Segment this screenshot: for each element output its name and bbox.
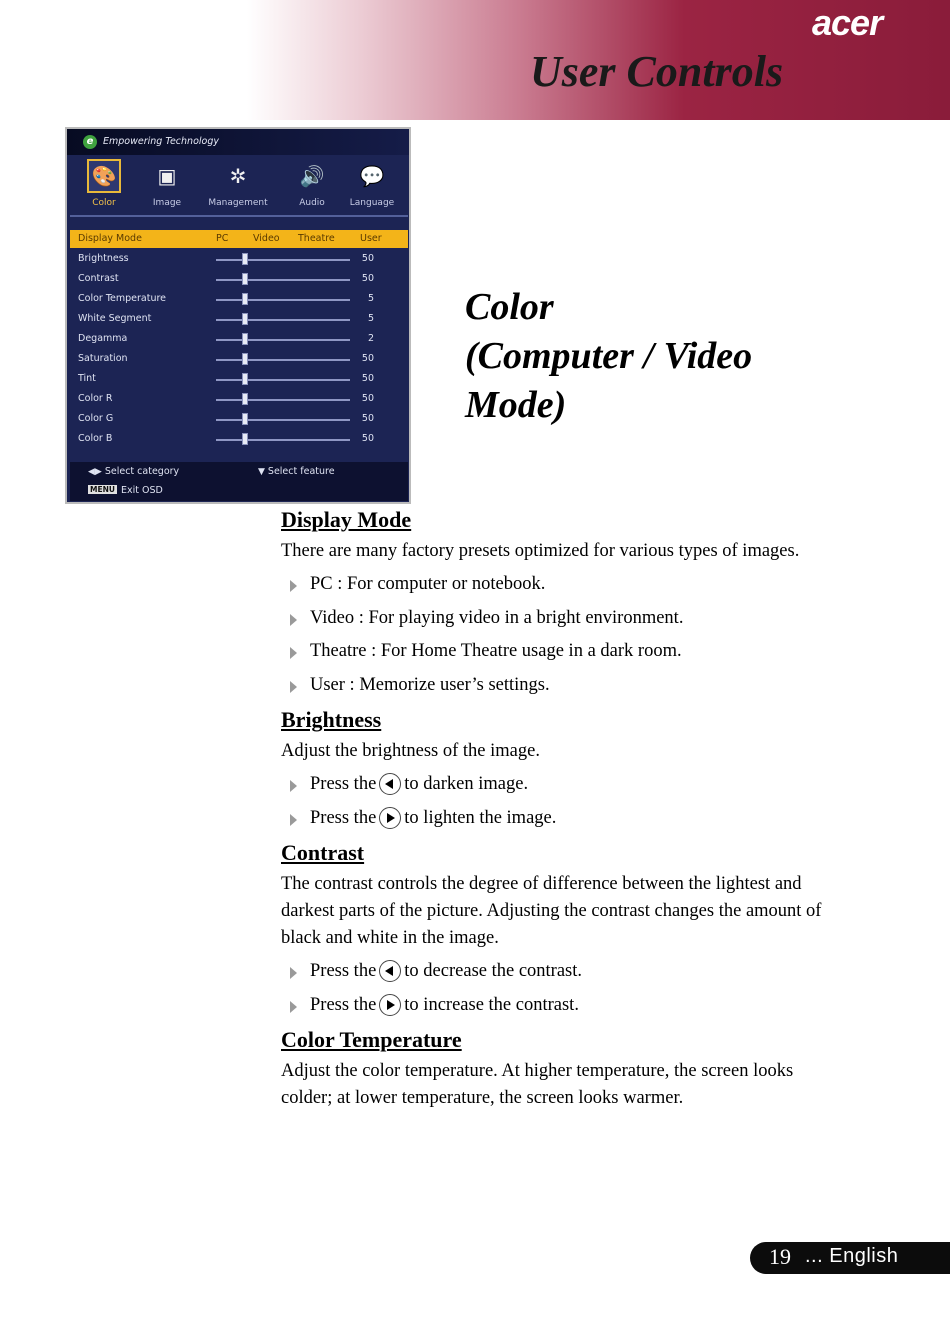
- list-item-text: Press the: [310, 807, 377, 828]
- slider-knob[interactable]: [242, 253, 248, 265]
- list-item-text: to darken image.: [404, 774, 529, 794]
- osd-row-label: Color B: [78, 433, 113, 444]
- speech-bubble-icon: 💬: [359, 164, 385, 188]
- left-button-icon: [379, 773, 401, 795]
- tab-label: Management: [208, 198, 268, 208]
- list-item: [281, 638, 826, 672]
- list-item-text: to decrease the contrast.: [404, 961, 583, 981]
- osd-row-value: 2: [367, 333, 374, 344]
- language-label: ... English: [805, 1245, 899, 1267]
- list-item-text: PC : For computer or notebook.: [310, 574, 546, 594]
- section-title-line: Mode): [465, 384, 567, 426]
- osd-row-value: 5: [367, 313, 374, 324]
- osd-row-label: Tint: [78, 373, 96, 384]
- slider-knob[interactable]: [242, 373, 248, 385]
- hint-text: Select feature: [267, 466, 335, 477]
- osd-brand-bar: [67, 129, 409, 155]
- osd-row-brightness[interactable]: [70, 250, 408, 268]
- list-item: [281, 672, 826, 706]
- list-item-text: to increase the contrast.: [404, 994, 579, 1015]
- slider-track[interactable]: [216, 439, 350, 441]
- picture-icon: ▣: [157, 164, 177, 188]
- list-item: [281, 605, 826, 639]
- osd-row-display-mode[interactable]: [70, 230, 408, 248]
- speaker-icon: 🔊: [299, 164, 325, 188]
- slider-track[interactable]: [216, 279, 350, 281]
- osd-row-value: 50: [361, 353, 374, 364]
- bullet-triangle-icon: [290, 580, 297, 592]
- bullet-triangle-icon: [290, 814, 297, 826]
- paragraph: Adjust the brightness of the image.: [281, 741, 540, 761]
- tab-label: Color: [92, 198, 116, 208]
- slider-track[interactable]: [216, 379, 350, 381]
- slider-knob[interactable]: [242, 353, 248, 365]
- osd-row-contrast[interactable]: [70, 270, 408, 288]
- left-button-icon: [379, 960, 401, 982]
- list-item-text: User : Memorize user’s settings.: [310, 674, 550, 695]
- list-item: [281, 958, 826, 992]
- list-item: [281, 805, 826, 839]
- paragraph: Adjust the color temperature. At higher temperature, the screen looks colder; at lower temperature, the screen looks warmer.: [281, 1061, 794, 1108]
- tab-image[interactable]: [132, 159, 202, 213]
- acer-logo: acer: [812, 2, 883, 43]
- page-title: User Controls: [530, 47, 784, 96]
- osd-row-value: 5: [367, 293, 374, 304]
- page-number: 19: [769, 1244, 791, 1269]
- heading-color-temperature: Color Temperature: [281, 1027, 462, 1052]
- osd-row-value: 50: [361, 433, 374, 444]
- bullet-triangle-icon: [290, 647, 297, 659]
- mode-option-pc[interactable]: PC: [216, 233, 229, 244]
- list-item-text: to lighten the image.: [404, 807, 557, 828]
- tab-management[interactable]: [203, 159, 273, 213]
- slider-knob[interactable]: [242, 313, 248, 325]
- osd-row-color-r[interactable]: [70, 390, 408, 408]
- left-right-arrows-icon: ◀▶: [88, 467, 102, 477]
- osd-row-label: Display Mode: [78, 233, 142, 244]
- slider-knob[interactable]: [242, 273, 248, 285]
- osd-tab-bar: [67, 155, 409, 215]
- osd-row-label: Color R: [78, 393, 113, 404]
- osd-hint-category: [88, 466, 179, 477]
- heading-contrast: Contrast: [281, 840, 365, 865]
- section-title-line: Color: [465, 286, 554, 328]
- mode-option-video[interactable]: Video: [253, 233, 280, 244]
- section-title-line: (Computer / Video: [465, 335, 753, 377]
- osd-row-value: 50: [361, 393, 374, 404]
- down-arrow-icon: ▼: [258, 467, 265, 477]
- tab-color[interactable]: [69, 159, 139, 213]
- osd-row-label: Saturation: [78, 353, 128, 364]
- osd-row-value: 50: [361, 413, 374, 424]
- bullet-triangle-icon: [290, 614, 297, 626]
- osd-row-tint[interactable]: [70, 370, 408, 388]
- heading-display-mode: Display Mode: [281, 507, 412, 532]
- slider-track[interactable]: [216, 319, 350, 321]
- tools-icon: ✲: [229, 164, 247, 188]
- slider-knob[interactable]: [242, 413, 248, 425]
- list-item-text: Press the: [310, 994, 377, 1015]
- osd-divider: [70, 215, 408, 217]
- osd-footer: [70, 462, 408, 501]
- osd-row-label: Color G: [78, 413, 114, 424]
- tab-label: Image: [152, 198, 182, 208]
- tab-label: Audio: [299, 198, 325, 208]
- section-title: [465, 283, 752, 430]
- osd-row-saturation[interactable]: [70, 350, 408, 368]
- osd-row-color-temperature[interactable]: [70, 290, 408, 308]
- osd-row-label: White Segment: [78, 313, 152, 324]
- bullet-triangle-icon: [290, 1001, 297, 1013]
- list-item: [281, 992, 826, 1026]
- osd-brand-text: Empowering Technology: [103, 136, 219, 147]
- bullet-triangle-icon: [290, 967, 297, 979]
- slider-track[interactable]: [216, 359, 350, 361]
- osd-hint-feature: [258, 466, 335, 477]
- slider-knob[interactable]: [242, 393, 248, 405]
- paragraph: There are many factory presets optimized for various types of images.: [281, 541, 800, 561]
- osd-row-color-g[interactable]: [70, 410, 408, 428]
- list-item: [281, 771, 826, 805]
- osd-row-value: 50: [361, 253, 374, 264]
- bullet-triangle-icon: [290, 780, 297, 792]
- slider-track[interactable]: [216, 299, 350, 301]
- list-item-text: Video : For playing video in a bright environment.: [310, 607, 684, 628]
- empowering-logo-icon: e: [83, 135, 97, 149]
- osd-row-degamma[interactable]: [70, 330, 408, 348]
- paragraph: The contrast controls the degree of difference between the lightest and darkest parts of the picture. Adjusting the contrast changes the amount of black and white in the image.: [281, 874, 822, 948]
- slider-track[interactable]: [216, 399, 350, 401]
- slider-knob[interactable]: [242, 333, 248, 345]
- osd-hint-exit: [88, 485, 163, 496]
- osd-row-value: 50: [361, 273, 374, 284]
- osd-row-label: Brightness: [78, 253, 129, 264]
- content: [281, 505, 826, 1118]
- slider-knob[interactable]: [242, 433, 248, 445]
- bullet-triangle-icon: [290, 681, 297, 693]
- slider-track[interactable]: [216, 339, 350, 341]
- hint-text: Exit OSD: [120, 485, 163, 496]
- osd-row-white-segment[interactable]: [70, 310, 408, 328]
- mode-option-user[interactable]: User: [360, 233, 382, 244]
- slider-track[interactable]: [216, 419, 350, 421]
- osd-row-label: Color Temperature: [78, 293, 167, 304]
- slider-track[interactable]: [216, 259, 350, 261]
- osd-menu-screenshot: [65, 127, 411, 504]
- osd-row-value: 50: [361, 373, 374, 384]
- right-button-icon: [379, 807, 401, 829]
- palette-icon: 🎨: [87, 159, 121, 193]
- heading-brightness: Brightness: [281, 707, 382, 732]
- slider-knob[interactable]: [242, 293, 248, 305]
- hint-text: Select category: [104, 466, 180, 477]
- tab-label: Language: [349, 198, 395, 208]
- header-band: [0, 0, 950, 120]
- osd-row-color-b[interactable]: [70, 430, 408, 448]
- mode-option-theatre[interactable]: Theatre: [298, 233, 335, 244]
- right-button-icon: [379, 994, 401, 1016]
- page-footer: [750, 1242, 950, 1274]
- list-item-text: Press the: [310, 961, 377, 981]
- osd-row-label: Degamma: [78, 333, 128, 344]
- osd-row-label: Contrast: [78, 273, 119, 284]
- tab-language[interactable]: [337, 159, 407, 213]
- menu-key-icon: MENU: [90, 485, 115, 494]
- list-item-text: Theatre : For Home Theatre usage in a dark room.: [310, 641, 682, 661]
- list-item: [281, 571, 826, 605]
- list-item-text: Press the: [310, 774, 377, 794]
